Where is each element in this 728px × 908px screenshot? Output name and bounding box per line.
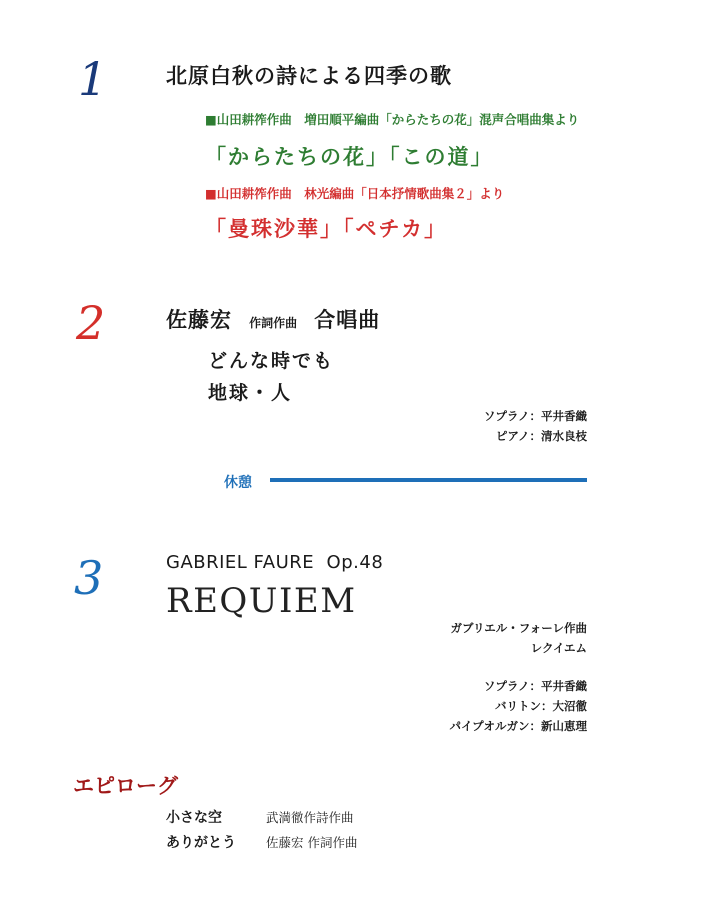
intermission-rule: [270, 478, 587, 482]
section-1-source-1: ■山田耕筰作曲 増田順平編曲「からたちの花」混声合唱曲集より: [205, 112, 580, 127]
section-3-work-ja: レクイエム: [530, 641, 587, 655]
section-2-role: 作詞作曲: [249, 316, 298, 330]
section-number-2: 2: [76, 296, 106, 350]
epilogue-heading: エピローグ: [73, 773, 178, 798]
section-3-composer-ja: ガブリエル・フォーレ作曲: [450, 621, 587, 635]
section-3-credit-1: ソプラノ：平井香織: [483, 679, 587, 693]
section-3-composer-en: GABRIEL FAURE Op.48: [166, 552, 384, 573]
section-2-song-2: 地球・人: [208, 382, 293, 404]
section-2-genre: 合唱曲: [314, 308, 381, 332]
epilogue-item-2-title: ありがとう: [166, 835, 236, 851]
epilogue-item-2-credit: 佐藤宏 作詞作曲: [266, 835, 358, 850]
section-3-credit-3: パイプオルガン：新山恵理: [449, 719, 587, 733]
epilogue-item-1-credit: 武満徹作詩作曲: [266, 810, 354, 825]
section-2-credit-1: ソプラノ：平井香織: [483, 409, 587, 423]
section-1-songs-1: 「からたちの花」「この道」: [205, 145, 494, 169]
section-number-1: 1: [78, 52, 108, 106]
section-2-credit-2: ピアノ：清水良枝: [495, 429, 587, 443]
section-1-songs-2: 「曼珠沙華」「ペチカ」: [205, 217, 448, 241]
section-number-3: 3: [74, 551, 104, 605]
intermission-label: 休憩: [224, 475, 252, 491]
section-2-song-1: どんな時でも: [208, 350, 335, 372]
section-2-heading: [166, 304, 380, 334]
section-1-source-2: ■山田耕筰作曲 林光編曲「日本抒情歌曲集２」より: [205, 186, 505, 201]
section-3-work: REQUIEM: [166, 581, 357, 621]
section-2-composer: 佐藤宏: [166, 308, 232, 332]
epilogue-item-1-title: 小さな空: [166, 810, 222, 826]
section-3-credit-2: バリトン：大沼徹: [495, 699, 587, 713]
section-1-title: 北原白秋の詩による四季の歌: [166, 64, 452, 88]
